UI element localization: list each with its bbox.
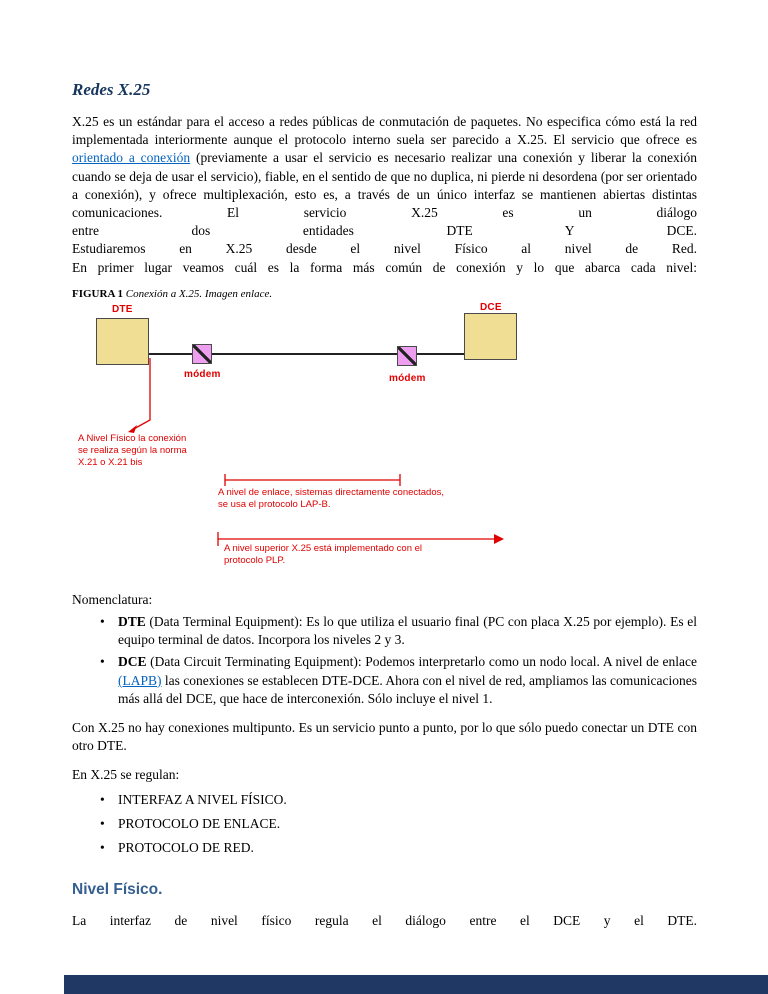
link-lapb[interactable]: (LAPB) <box>118 672 162 688</box>
intro-text-1: X.25 es un estándar para el acceso a redes públicas de conmutación de paquetes. No especifica cómo está la red implementada interiormente aunque el protocolo interno suela ser parecido a X.25. El servicio que ofrece es <box>72 114 697 148</box>
note-nivel-enlace <box>218 487 444 511</box>
modem-left-label: módem <box>184 368 221 380</box>
document-content <box>72 80 697 930</box>
dce-box <box>464 313 517 360</box>
list-item-interfaz-fisico: • INTERFAZ A NIVEL FÍSICO. <box>72 791 697 809</box>
dte-term: DTE <box>118 614 146 630</box>
paragraph-nivel-fisico-intro: La interfaz de nivel físico regula el diálogo entre el DCE y el DTE. <box>72 913 697 929</box>
figure-diagram <box>72 302 697 580</box>
note-line: A nivel de enlace, sistemas directamente conectados, <box>218 486 445 498</box>
note-line: X.21 o X.21 bis <box>78 456 143 468</box>
list-item-dce <box>72 653 697 708</box>
dce-term: DCE <box>118 654 147 670</box>
figure-caption <box>72 288 697 300</box>
list-item-protocolo-enlace: • PROTOCOLO DE ENLACE. <box>72 815 697 833</box>
section-heading-nivel-fisico: Nivel Físico. <box>72 881 163 899</box>
intro-line-entities: entre dos entidades DTE Y DCE. <box>72 223 697 239</box>
dce-definition-before: (Data Circuit Terminating Equipment): Podemos interpretarlo como un nodo local. A nivel de enlace <box>146 654 697 670</box>
list-item-protocolo-red: • PROTOCOLO DE RED. <box>72 839 697 857</box>
note-line: se usa el protocolo LAP-B. <box>218 498 331 510</box>
dce-label: DCE <box>480 301 502 313</box>
note-line: se realiza según la norma <box>78 444 187 456</box>
dte-box <box>96 318 149 365</box>
note-line: A Nivel Físico la conexión <box>78 432 187 444</box>
modem-icon-left <box>192 344 212 364</box>
link-orientado-a-conexion[interactable]: orientado a conexión <box>72 150 191 166</box>
nomenclatura-heading: Nomenclatura: <box>72 591 153 607</box>
bottom-bar <box>64 975 768 994</box>
nomenclatura-list <box>72 613 697 708</box>
dte-definition: (Data Terminal Equipment): Es lo que utiliza el usuario final (PC con placa X.25 por ejemplo). Es el equipo terminal de datos. Incorpora los niveles 2 y 3. <box>118 614 697 648</box>
note-nivel-superior <box>224 543 422 567</box>
regulan-list <box>72 791 697 858</box>
list-item-dte <box>72 613 697 649</box>
intro-line-primer-lugar: En primer lugar veamos cuál es la forma más común de conexión y lo que abarca cada nivel: <box>72 259 697 275</box>
note-line: protocolo PLP. <box>224 554 286 566</box>
intro-line-estudiaremos: Estudiaremos en X.25 desde el nivel Físico al nivel de Red. <box>72 241 697 257</box>
page-title: Redes X.25 <box>72 80 151 99</box>
modem-icon-right <box>397 346 417 366</box>
figure-caption-label: FIGURA 1 <box>72 287 124 300</box>
intro-paragraph <box>72 113 697 222</box>
note-nivel-fisico <box>78 433 187 469</box>
paragraph-regulan-intro: En X.25 se regulan: <box>72 767 180 783</box>
intro-text-2: (previamente a usar el servicio es necesario realizar una conexión y liberar la conexión cuando se deja de usar el servicio), fiable, en el sentido de que no duplica, ni pierde ni desordena (por ser orientado a conexión), y ofrece multiplexación, esto es, a través de un único interfaz se mantienen abiertas distintas comunicaciones. El servicio X.25 es un diálogo <box>72 150 697 221</box>
modem-right-label: módem <box>389 372 426 384</box>
paragraph-multipunto: Con X.25 no hay conexiones multipunto. Es un servicio punto a punto, por lo que sólo puedo conectar un DTE con otro DTE. <box>72 720 697 754</box>
dte-label: DTE <box>112 303 133 315</box>
note-line: A nivel superior X.25 está implementado con el <box>224 542 423 554</box>
dce-definition-after: las conexiones se establecen DTE-DCE. Ahora con el nivel de red, ampliamos las comunicaciones más allá del DCE, que hace de interconexión. Sólo incluye el nivel 1. <box>118 672 697 706</box>
figure-caption-text: Conexión a X.25. Imagen enlace. <box>125 287 273 300</box>
